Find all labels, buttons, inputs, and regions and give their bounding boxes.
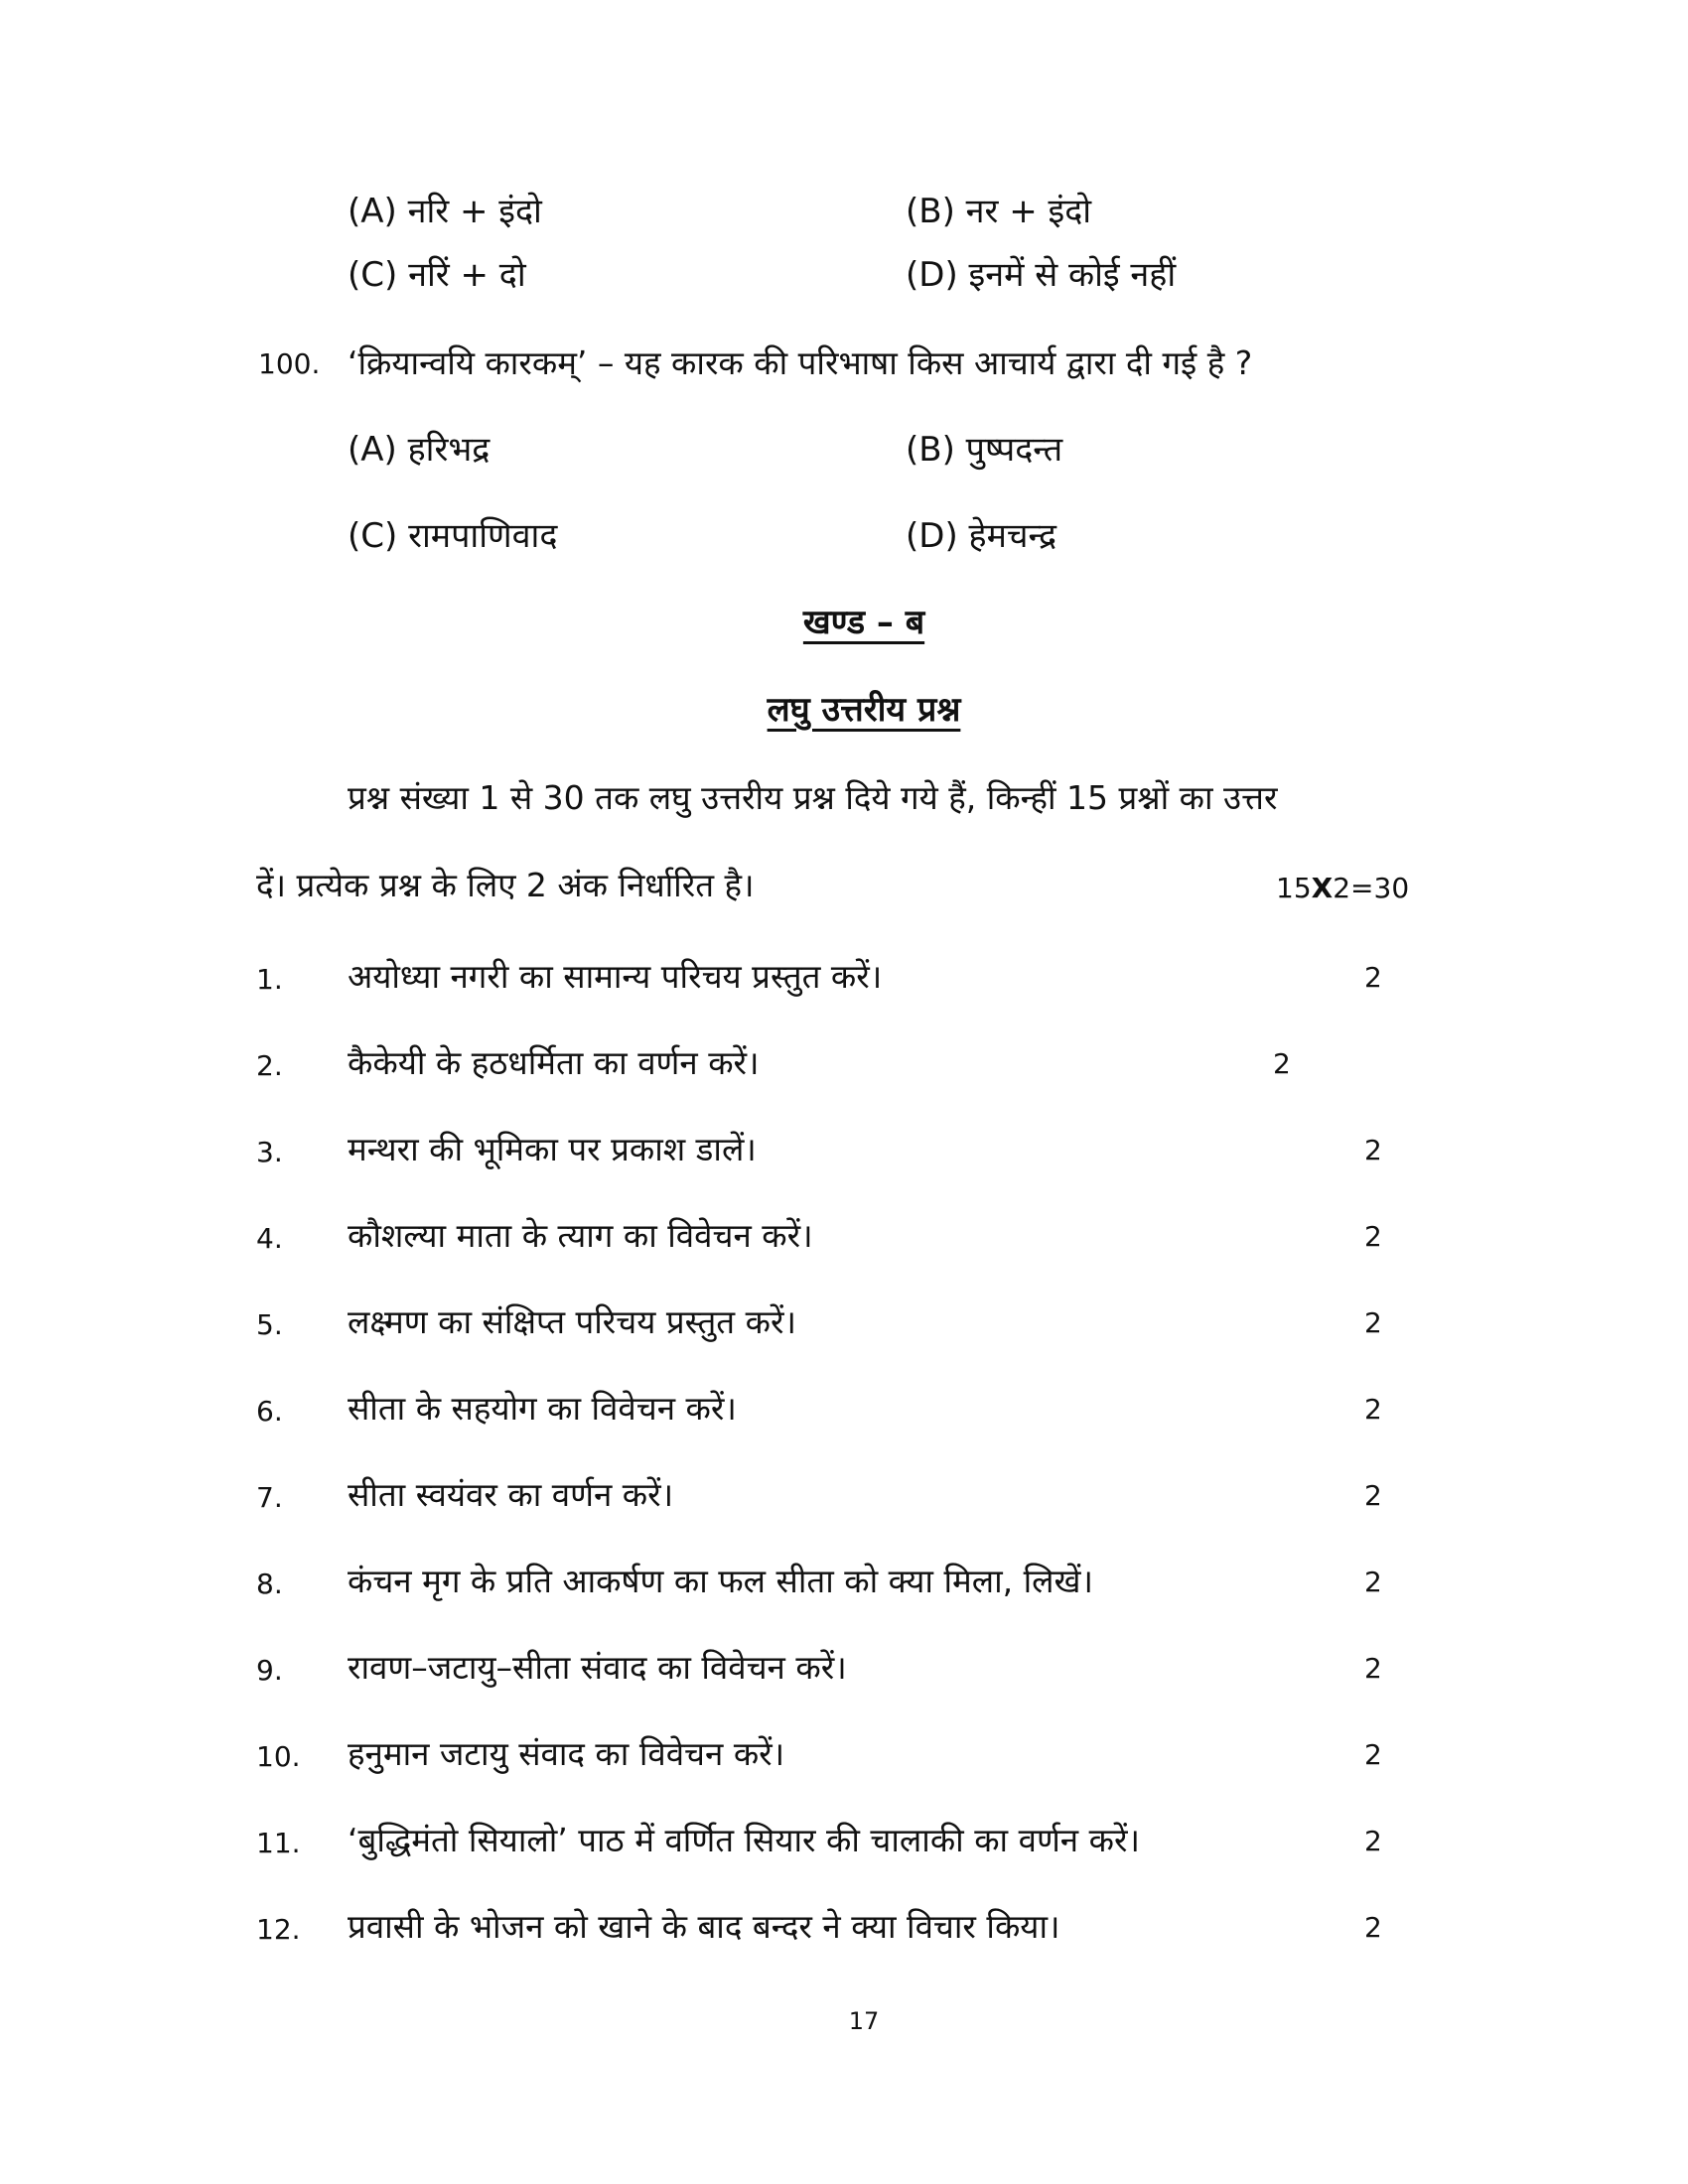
q100-option-a: (A) हरिभद्र	[348, 430, 491, 470]
q99-option-a: (A) नरि + इंदो	[348, 192, 542, 231]
page-number: 17	[848, 2007, 880, 2035]
question-12-text: प्रवासी के भोजन को खाने के बाद बन्दर ने क्या विचार किया।	[348, 1907, 1060, 1946]
question-8-marks: 2	[1364, 1566, 1382, 1598]
question-6-marks: 2	[1364, 1393, 1382, 1426]
q100-option-c: (C) रामपाणिवाद	[348, 516, 558, 556]
question-7-text: सीता स्वयंवर का वर्णन करें।	[348, 1475, 674, 1514]
question-11-number: 11.	[256, 1827, 301, 1859]
question-3-marks: 2	[1364, 1134, 1382, 1166]
question-9-number: 9.	[256, 1654, 283, 1687]
question-10-text: हनुमान जटायु संवाद का विवेचन करें।	[348, 1734, 785, 1773]
question-7-number: 7.	[256, 1481, 283, 1514]
q100-number: 100.	[258, 347, 321, 380]
question-6-number: 6.	[256, 1395, 283, 1428]
question-4-number: 4.	[256, 1222, 283, 1255]
section-title: खण्ड – ब	[802, 603, 925, 642]
question-10-number: 10.	[256, 1740, 301, 1773]
q99-option-c: (C) नरिं + दो	[348, 255, 526, 295]
question-1-number: 1.	[256, 963, 283, 996]
question-6-text: सीता के सहयोग का विवेचन करें।	[348, 1389, 737, 1428]
section-instruction-line1: प्रश्न संख्या 1 से 30 तक लघु उत्तरीय प्रश्न दिये गये हैं, किन्हीं 15 प्रश्नों का उत्तर	[348, 778, 1278, 817]
question-2-marks: 2	[1273, 1047, 1291, 1080]
question-2-text: कैकेयी के हठधर्मिता का वर्णन करें।	[348, 1043, 760, 1082]
question-3-number: 3.	[256, 1136, 283, 1168]
question-11-text: ‘बुद्धिमंतो सियालो’ पाठ में वर्णित सियार की चालाकी का वर्णन करें।	[348, 1821, 1140, 1859]
question-8-text: कंचन मृग के प्रति आकर्षण का फल सीता को क्या मिला, लिखें।	[348, 1562, 1094, 1600]
question-2-number: 2.	[256, 1049, 283, 1082]
question-9-marks: 2	[1364, 1652, 1382, 1685]
question-4-marks: 2	[1364, 1220, 1382, 1253]
question-3-text: मन्थरा की भूमिका पर प्रकाश डालें।	[348, 1130, 757, 1168]
q99-option-d: (D) इनमें से कोई नहीं	[906, 255, 1177, 295]
section-subtitle: लघु उत्तरीय प्रश्न	[767, 690, 961, 730]
question-7-marks: 2	[1364, 1479, 1382, 1512]
section-instruction-line2: दें। प्रत्येक प्रश्न के लिए 2 अंक निर्धारित है।	[256, 866, 755, 904]
question-5-number: 5.	[256, 1308, 283, 1341]
question-9-text: रावण–जटायु–सीता संवाद का विवेचन करें।	[348, 1648, 847, 1687]
question-11-marks: 2	[1364, 1825, 1382, 1857]
question-5-marks: 2	[1364, 1306, 1382, 1339]
question-8-number: 8.	[256, 1568, 283, 1600]
total-marks: 15X2=30	[1276, 872, 1410, 904]
question-12-number: 12.	[256, 1913, 301, 1946]
question-4-text: कौशल्या माता के त्याग का विवेचन करें।	[348, 1216, 813, 1255]
question-5-text: लक्ष्मण का संक्षिप्त परिचय प्रस्तुत करें।	[348, 1302, 796, 1341]
question-1-marks: 2	[1364, 961, 1382, 994]
q99-option-b: (B) नर + इंदो	[906, 192, 1092, 231]
q100-option-d: (D) हेमचन्द्र	[906, 516, 1057, 556]
q100-option-b: (B) पुष्पदन्त	[906, 430, 1063, 470]
q100-text: ‘क्रियान्वयि कारकम्’ – यह कारक की परिभाषा किस आचार्य द्वारा दी गई है ?	[348, 343, 1253, 382]
question-1-text: अयोध्या नगरी का सामान्य परिचय प्रस्तुत करें।	[348, 957, 883, 996]
question-12-marks: 2	[1364, 1911, 1382, 1944]
question-10-marks: 2	[1364, 1738, 1382, 1771]
